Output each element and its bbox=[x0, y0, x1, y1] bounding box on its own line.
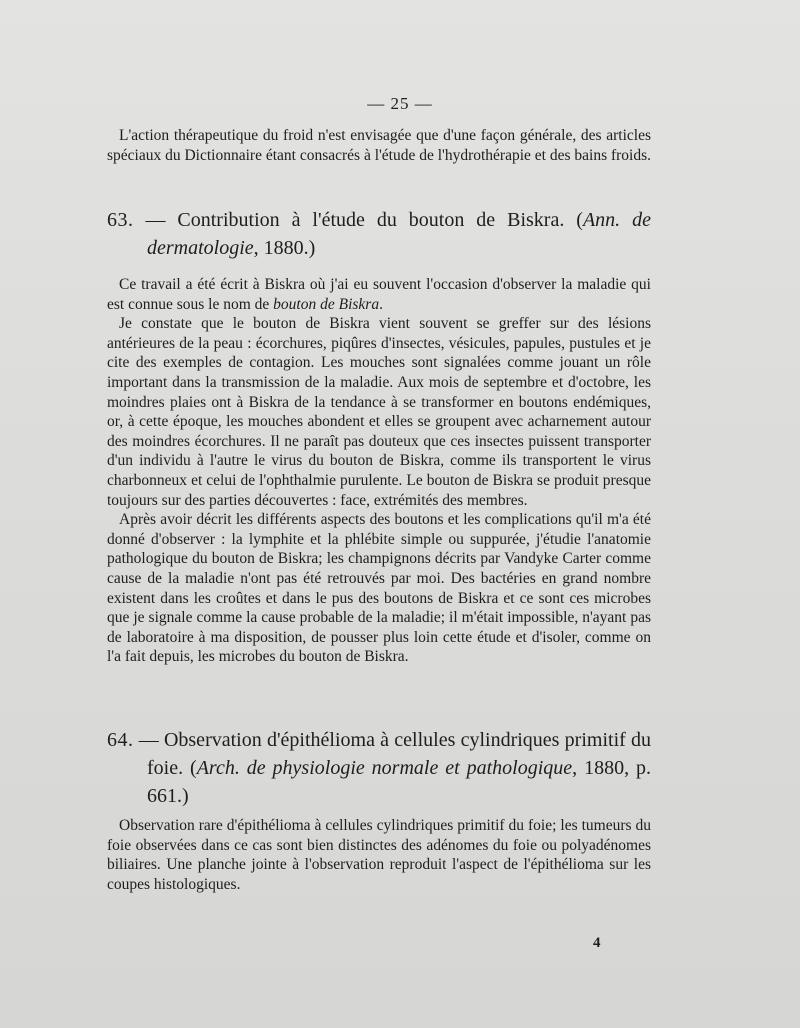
section-64-heading bbox=[107, 726, 651, 810]
section-63-p1-italic: bouton de Biskra bbox=[273, 295, 380, 313]
section-63-p1-end: . bbox=[379, 295, 383, 313]
section-64-ref-journal: Arch. de physiologie normale et pathologique bbox=[196, 757, 573, 779]
section-63-number: 63. bbox=[107, 209, 134, 231]
section-64-number: 64. bbox=[107, 729, 134, 751]
intro-paragraph-block bbox=[107, 126, 651, 165]
section-64-ref-open: ( bbox=[190, 757, 197, 779]
section-63-ref-year: , 1880.) bbox=[253, 237, 316, 259]
signature-mark: 4 bbox=[593, 935, 601, 951]
section-64-ref-rest: , 1880, p. 661.) bbox=[147, 757, 651, 807]
section-63-p1-text: Ce travail a été écrit à Biskra où j'ai eu souvent l'occasion d'observer la maladie qui est connue sous le nom de bbox=[107, 276, 651, 313]
section-63-ref-journal: Ann. de dermatologie bbox=[147, 209, 651, 259]
section-63-paragraph-1 bbox=[107, 275, 651, 314]
section-63-paragraph-2: Je constate que le bouton de Biskra vient souvent se greffer sur des lésions antérieures de la peau : écorchures, piqûres d'insectes, vésicules, papules, pustules et je cite des exemples de contagion. Les mouches sont signalées comme jouant un rôle important dans la transmission de la maladie. Aux mois de septembre et d'octobre, les moindres plaies ont à Biskra de la tendance à se transformer en boutons endémiques, or, à cette époque, les mouches abondent et elles se groupent avec acharnement autour des moindres écorchures. Il ne paraît pas douteux que ces insectes puissent transporter d'un individu à l'autre le virus du bouton de Biskra, comme ils transportent le virus charbonneux et celui de l'ophthalmie purulente. Le bouton de Biskra se produit presque toujours sur des parties découvertes : face, extrémités des membres. bbox=[107, 315, 651, 509]
section-64-body bbox=[107, 816, 651, 894]
page-number: — 25 — bbox=[367, 94, 433, 113]
section-63-title: — Contribution à l'étude du bouton de Biskra. bbox=[145, 209, 565, 231]
section-63-body bbox=[107, 275, 651, 667]
intro-paragraph: L'action thérapeutique du froid n'est envisagée que d'une façon générale, des articles spéciaux du Dictionnaire étant consacrés à l'étude de l'hydrothérapie et des bains froids. bbox=[107, 127, 652, 164]
section-64-title: — Observation d'épithélioma à cellules cylindriques primitif du foie. bbox=[138, 729, 652, 779]
section-63-ref-open: ( bbox=[576, 209, 583, 231]
section-63-paragraph-3: Après avoir décrit les différents aspects des boutons et les complications qu'il m'a été donné d'observer : la lymphite et la phlébite simple ou suppurée, j'étudie l'anatomie pathologique du bouton de Biskra; les champignons décrits par Vandyke Carter comme cause de la maladie n'ont pas été retrouvés par moi. Des bactéries en grand nombre existent dans les croûtes et dans le pus des boutons de Biskra et ce sont ces microbes que je signale comme la cause probable de la maladie; il m'était impossible, n'ayant pas de laboratoire à ma disposition, de pousser plus loin cette étude et d'isoler, comme on l'a fait depuis, les microbes du bouton de Biskra. bbox=[107, 511, 651, 666]
section-63-heading bbox=[107, 206, 651, 262]
section-64-paragraph-1: Observation rare d'épithélioma à cellules cylindriques primitif du foie; les tumeurs du foie observées dans ce cas sont bien distinctes des adénomes du foie ou polyadénomes biliaires. Une planche jointe à l'observation reproduit l'aspect de l'épithélioma sur les coupes histologiques. bbox=[107, 817, 651, 893]
